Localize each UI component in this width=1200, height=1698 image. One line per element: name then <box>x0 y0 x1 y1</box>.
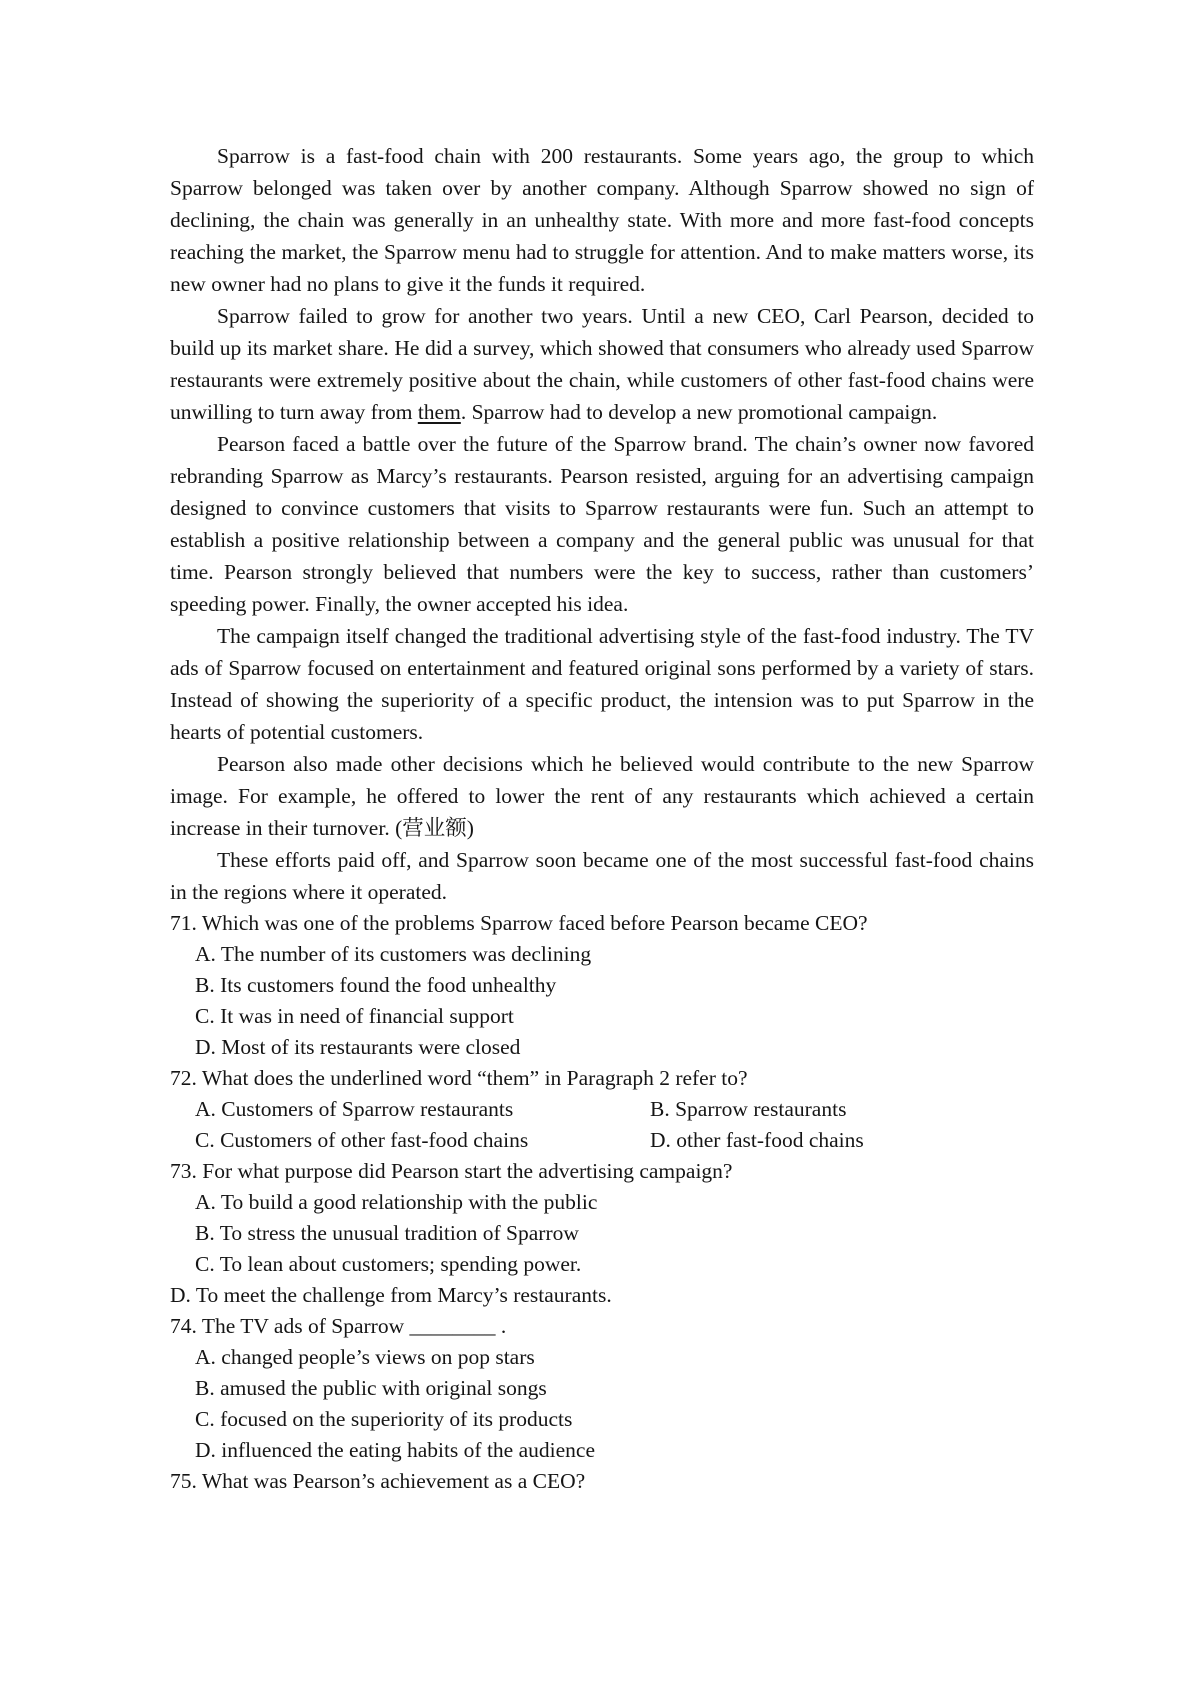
option-label: B. <box>650 1097 670 1121</box>
question-73-number: 73. <box>170 1159 197 1183</box>
question-72-number: 72. <box>170 1066 197 1090</box>
question-74-text: The TV ads of Sparrow ________ . <box>201 1314 507 1338</box>
option-text: The number of its customers was declining <box>220 942 592 966</box>
option-label: C. <box>195 1252 215 1276</box>
question-73-option-b <box>170 1218 1034 1249</box>
option-text: changed people’s views on pop stars <box>221 1345 535 1369</box>
question-73-option-d <box>170 1280 1034 1311</box>
option-label: A. <box>195 1097 216 1121</box>
underlined-word-them: them <box>417 400 461 424</box>
question-74-number: 74. <box>170 1314 197 1338</box>
question-71-option-d <box>170 1032 1034 1063</box>
question-72-option-a <box>195 1094 650 1125</box>
option-label: D. <box>195 1438 216 1462</box>
passage-paragraph-2 <box>170 300 1034 428</box>
passage-paragraph-3: Pearson faced a battle over the future of the Sparrow brand. The chain’s owner now favored rebranding Sparrow as Marcy’s restaurants. Pearson resisted, arguing for an advertising campaign designed to convince customers that visits to Sparrow restaurants were fun. Such an attempt to establish a positive relationship between a company and the general public was unusual for that time. Pearson strongly believed that numbers were the key to success, rather than customers’ speeding power. Finally, the owner accepted his idea. <box>170 432 1034 616</box>
question-72-options-row-2 <box>170 1125 1034 1156</box>
option-text: To lean about customers; spending power. <box>219 1252 582 1276</box>
option-label: B. <box>195 1376 215 1400</box>
question-73-option-c <box>170 1249 1034 1280</box>
option-label: A. <box>195 1190 216 1214</box>
question-71-text: Which was one of the problems Sparrow faced before Pearson became CEO? <box>201 911 868 935</box>
question-71-option-b <box>170 970 1034 1001</box>
option-text: Customers of other fast-food chains <box>220 1128 529 1152</box>
question-74-stem <box>170 1311 1034 1342</box>
option-text: To build a good relationship with the public <box>220 1190 598 1214</box>
option-label: D. <box>195 1035 216 1059</box>
option-text: Customers of Sparrow restaurants <box>221 1097 514 1121</box>
question-72-stem <box>170 1063 1034 1094</box>
option-label: D. <box>650 1128 671 1152</box>
option-text: amused the public with original songs <box>220 1376 547 1400</box>
passage-paragraph-1: Sparrow is a fast-food chain with 200 restaurants. Some years ago, the group to which Sparrow belonged was taken over by another company. Although Sparrow showed no sign of declining, the chain was generally in an unhealthy state. With more and more fast-food concepts reaching the market, the Sparrow menu had to struggle for attention. And to make matters worse, its new owner had no plans to give it the funds it required. <box>170 144 1034 296</box>
question-75-text: What was Pearson’s achievement as a CEO? <box>201 1469 586 1493</box>
option-label: A. <box>195 942 216 966</box>
passage-paragraph-4: The campaign itself changed the traditional advertising style of the fast-food industry. The TV ads of Sparrow focused on entertainment and featured original sons performed by a variety of stars. Instead of showing the superiority of a specific product, the intension was to put Sparrow in the hearts of potential customers. <box>170 624 1034 744</box>
option-label: C. <box>195 1128 215 1152</box>
question-71-option-a <box>170 939 1034 970</box>
option-text: other fast-food chains <box>676 1128 864 1152</box>
paragraph-2-text-before: Sparrow failed to grow for another two years. Until a new CEO, Carl Pearson, decided to build up its market share. He did a survey, which showed that consumers who already used Sparrow restaurants were extremely positive about the chain, while customers of other fast-food chains were unwilling to turn away from <box>170 304 1034 424</box>
question-74-option-c <box>170 1404 1034 1435</box>
question-75-stem <box>170 1466 1034 1497</box>
passage-paragraph-5: Pearson also made other decisions which he believed would contribute to the new Sparrow image. For example, he offered to lower the rent of any restaurants which achieved a certain increase in their turnover. (营业额) <box>170 752 1034 840</box>
question-73-text: For what purpose did Pearson start the advertising campaign? <box>202 1159 733 1183</box>
question-72-option-b <box>650 1094 846 1125</box>
question-72-option-d <box>650 1125 864 1156</box>
option-text: Its customers found the food unhealthy <box>220 973 557 997</box>
option-text: To stress the unusual tradition of Sparrow <box>219 1221 579 1245</box>
question-71 <box>170 908 1034 1063</box>
question-73 <box>170 1156 1034 1311</box>
question-75-number: 75. <box>170 1469 197 1493</box>
question-71-stem <box>170 908 1034 939</box>
option-label: D. <box>170 1283 191 1307</box>
question-74-option-a <box>170 1342 1034 1373</box>
option-text: Sparrow restaurants <box>675 1097 847 1121</box>
question-75 <box>170 1466 1034 1497</box>
option-label: C. <box>195 1407 215 1431</box>
page-content <box>170 140 1034 1497</box>
passage-paragraph-6: These efforts paid off, and Sparrow soon became one of the most successful fast-food chains in the regions where it operated. <box>170 848 1034 904</box>
option-text: To meet the challenge from Marcy’s restaurants. <box>195 1283 612 1307</box>
questions-section <box>170 908 1034 1497</box>
paragraph-2-text-after: . Sparrow had to develop a new promotional campaign. <box>460 400 938 424</box>
question-73-option-a <box>170 1187 1034 1218</box>
question-72-options-row-1 <box>170 1094 1034 1125</box>
question-72 <box>170 1063 1034 1156</box>
question-73-stem <box>170 1156 1034 1187</box>
option-label: C. <box>195 1004 215 1028</box>
option-text: Most of its restaurants were closed <box>221 1035 521 1059</box>
question-74-option-d <box>170 1435 1034 1466</box>
option-label: A. <box>195 1345 216 1369</box>
option-text: influenced the eating habits of the audience <box>221 1438 595 1462</box>
question-74 <box>170 1311 1034 1466</box>
option-text: It was in need of financial support <box>220 1004 514 1028</box>
question-74-option-b <box>170 1373 1034 1404</box>
question-71-number: 71. <box>170 911 197 935</box>
reading-passage <box>170 140 1034 908</box>
option-text: focused on the superiority of its products <box>220 1407 573 1431</box>
question-71-option-c <box>170 1001 1034 1032</box>
question-72-option-c <box>195 1125 650 1156</box>
option-label: B. <box>195 973 215 997</box>
question-72-text: What does the underlined word “them” in Paragraph 2 refer to? <box>201 1066 748 1090</box>
option-label: B. <box>195 1221 215 1245</box>
